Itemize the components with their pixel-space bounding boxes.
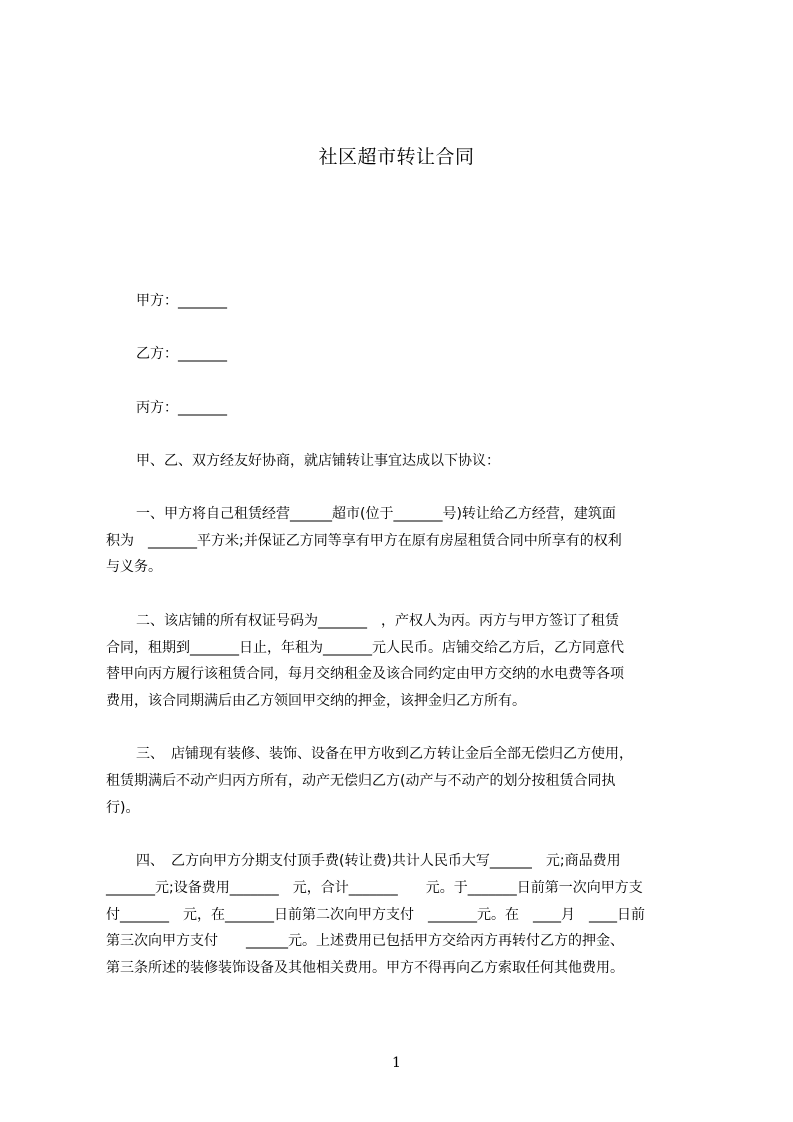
page-number: 1 (392, 1055, 401, 1071)
clause1-line: 与义务。 (106, 559, 162, 575)
clause4-line: 第三次向甲方支付 ______元。上述费用已包括甲方交给丙方再转付乙方的押金、 (106, 933, 624, 949)
party-b-line: 乙方：_______ (136, 346, 227, 362)
document-title: 社区超市转让合同 (318, 146, 475, 168)
clause4-line: 四、 乙方向甲方分期支付顶手费(转让费)共计人民币大写______ 元;商品费用 (136, 853, 621, 869)
clause2-line: 二、该店铺的所有权证号码为_______ ，产权人为丙。丙方与甲方签订了租赁 (136, 613, 619, 629)
clause2-line: 替甲向丙方履行该租赁合同，每月交纳租金及该合同约定由甲方交纳的水电费等各项 (106, 666, 624, 682)
clause3-line: 租赁期满后不动产归丙方所有，动产无偿归乙方(动产与不动产的划分按租赁合同执 (106, 773, 616, 789)
party-c-line: 丙方：_______ (136, 400, 227, 416)
clause2-line: 费用，该合同期满后由乙方领回甲交纳的押金，该押金归乙方所有。 (106, 693, 526, 709)
party-a-line: 甲方：_______ (136, 293, 227, 309)
clause1-line: 积为 _______平方米;并保证乙方同等享有甲方在原有房屋租赁合同中所享有的权利 (106, 533, 622, 549)
clause2-line: 合同，租期到_______日止，年租为_______元人民币。店铺交给乙方后，乙方同意代 (106, 640, 624, 656)
clause3-line: 三、 店铺现有装修、装饰、设备在甲方收到乙方转让金后全部无偿归乙方使用， (136, 746, 633, 762)
clause3-line: 行)。 (106, 800, 140, 816)
clause4-line: _______元;设备费用_______ 元，合计_______ 元。于_______日前第一次向甲方支 (106, 880, 643, 896)
clause1-line: 一、甲方将自己租赁经营______超市(位于_______号)转让给乙方经营，建筑面 (136, 506, 616, 522)
clause4-line: 付_______ 元，在_______日前第二次向甲方支付 _______元。在 ____月 ____日前 (106, 907, 645, 923)
clause4-line: 第三条所述的装修装饰设备及其他相关费用。甲方不得再向乙方索取任何其他费用。 (106, 960, 624, 976)
intro-paragraph: 甲、乙、双方经友好协商，就店铺转让事宜达成以下协议： (136, 453, 500, 469)
